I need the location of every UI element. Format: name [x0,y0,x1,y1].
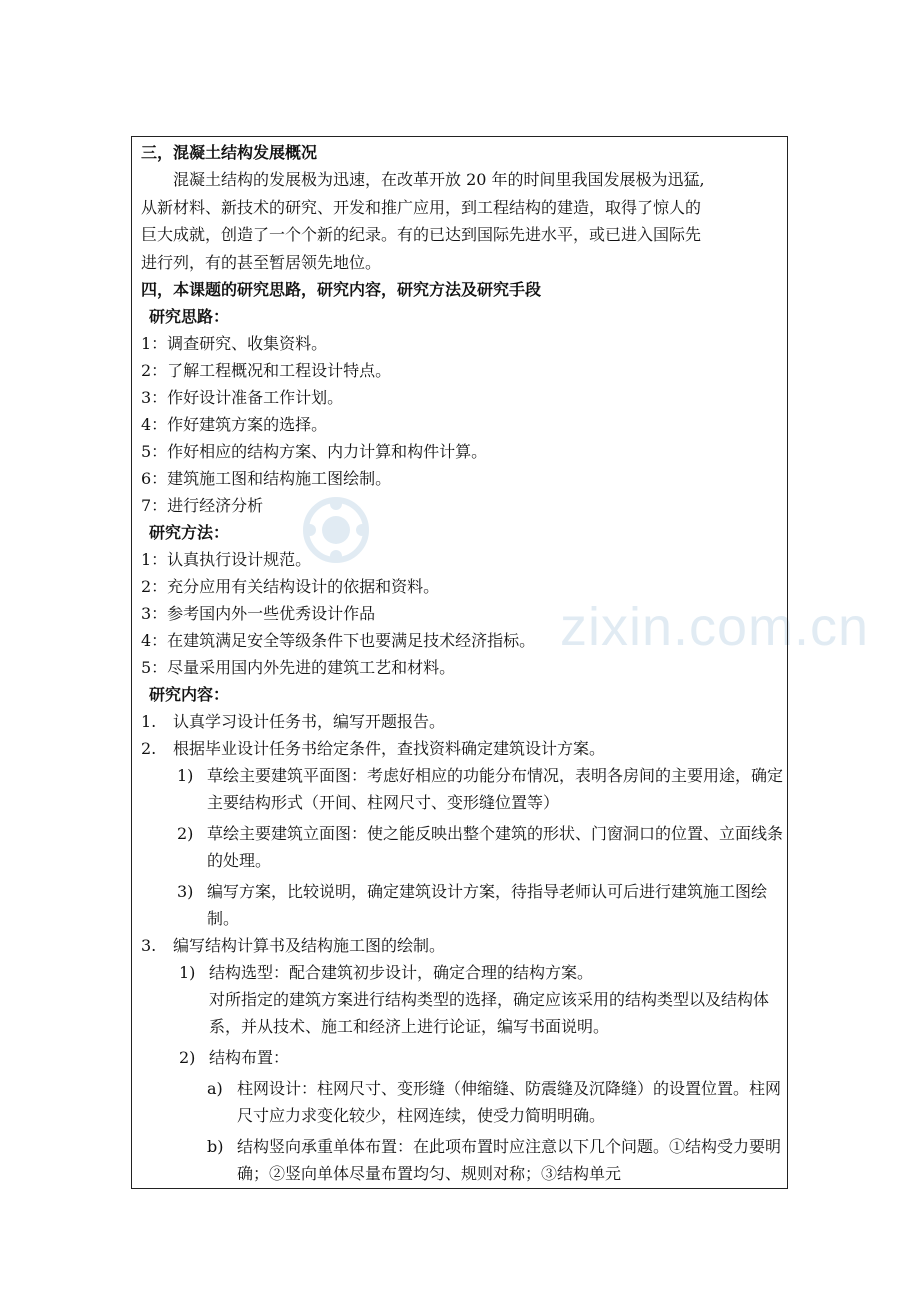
list-item: 3：参考国内外一些优秀设计作品 [141,604,376,623]
methods-title: 研究方法： [149,523,230,542]
list-item: 4：在建筑满足安全等级条件下也要满足技术经济指标。 [141,631,536,650]
list-item: 2：了解工程概况和工程设计特点。 [141,361,392,380]
list-item: 1. 认真学习设计任务书，编写开题报告。 [141,712,446,731]
list-item: 5：作好相应的结构方案、内力计算和构件计算。 [141,442,488,461]
ideas-title: 研究思路： [149,307,230,326]
list-item: b) 结构竖向承重单体布置：在此项布置时应注意以下几个问题。①结构受力要明确；②竖向单体尽量布置均匀、规则对称；③结构单元 [207,1137,782,1183]
list-item: 2) 草绘主要建筑立面图：使之能反映出整个建筑的形状、门窗洞口的位置、立面线条的处理。 [177,824,784,870]
list-item: 5：尽量采用国内外先进的建筑工艺和材料。 [141,658,456,677]
list-item: 2：充分应用有关结构设计的依据和资料。 [141,577,440,596]
list-item: 3：作好设计准备工作计划。 [141,388,344,407]
list-item: 3) 编写方案，比较说明，确定建筑设计方案，待指导老师认可后进行建筑施工图绘制。 [177,882,768,928]
list-item: 1) 草绘主要建筑平面图：考虑好相应的功能分布情况，表明各房间的主要用途，确定主要结构形式（开间、柱网尺寸、变形缝位置等） [177,766,784,812]
section3-paragraph: 混凝土结构的发展极为迅速，在改革开放 20 年的时间里我国发展极为迅猛, 从新材料、新技术的研究、开发和推广应用，到工程结构的建造，取得了惊人的 巨大成就，创造了一个个新的纪录。有的已达到国际先进水平，或已进入国际先 进行列，有的甚至暂居领先地位。 [141,170,705,272]
content-title: 研究内容： [149,685,230,704]
list-item: 1) 结构选型：配合建筑初步设计，确定合理的结构方案。 对所指定的建筑方案进行结构类型的选择，确定应该采用的结构类型以及结构体系，并从技术、施工和经济上进行论证，编写书面说明。 [179,963,770,1036]
section3-heading: 三，混凝土结构发展概况 [141,143,318,162]
list-item: 4：作好建筑方案的选择。 [141,415,328,434]
list-item: 3. 编写结构计算书及结构施工图的绘制。 [141,936,446,955]
list-item: a) 柱网设计：柱网尺寸、变形缝（伸缩缝、防震缝及沉降缝）的设置位置。柱网尺寸应力求变化较少，柱网连续，使受力简明明确。 [207,1079,782,1125]
list-item: 1：调查研究、收集资料。 [141,334,328,353]
list-item: 2) 结构布置： [179,1048,290,1067]
list-item: 1：认真执行设计规范。 [141,550,312,569]
list-item: 6：建筑施工图和结构施工图绘制。 [141,469,392,488]
document-content [141,139,783,1187]
section4-heading: 四，本课题的研究思路，研究内容，研究方法及研究手段 [141,280,542,299]
document-table-cell [131,136,788,1189]
watermark-text: zixin.com.cn [560,597,870,657]
list-item: 2. 根据毕业设计任务书给定条件，查找资料确定建筑设计方案。 [141,739,606,758]
list-item: 7：进行经济分析 [141,496,264,515]
